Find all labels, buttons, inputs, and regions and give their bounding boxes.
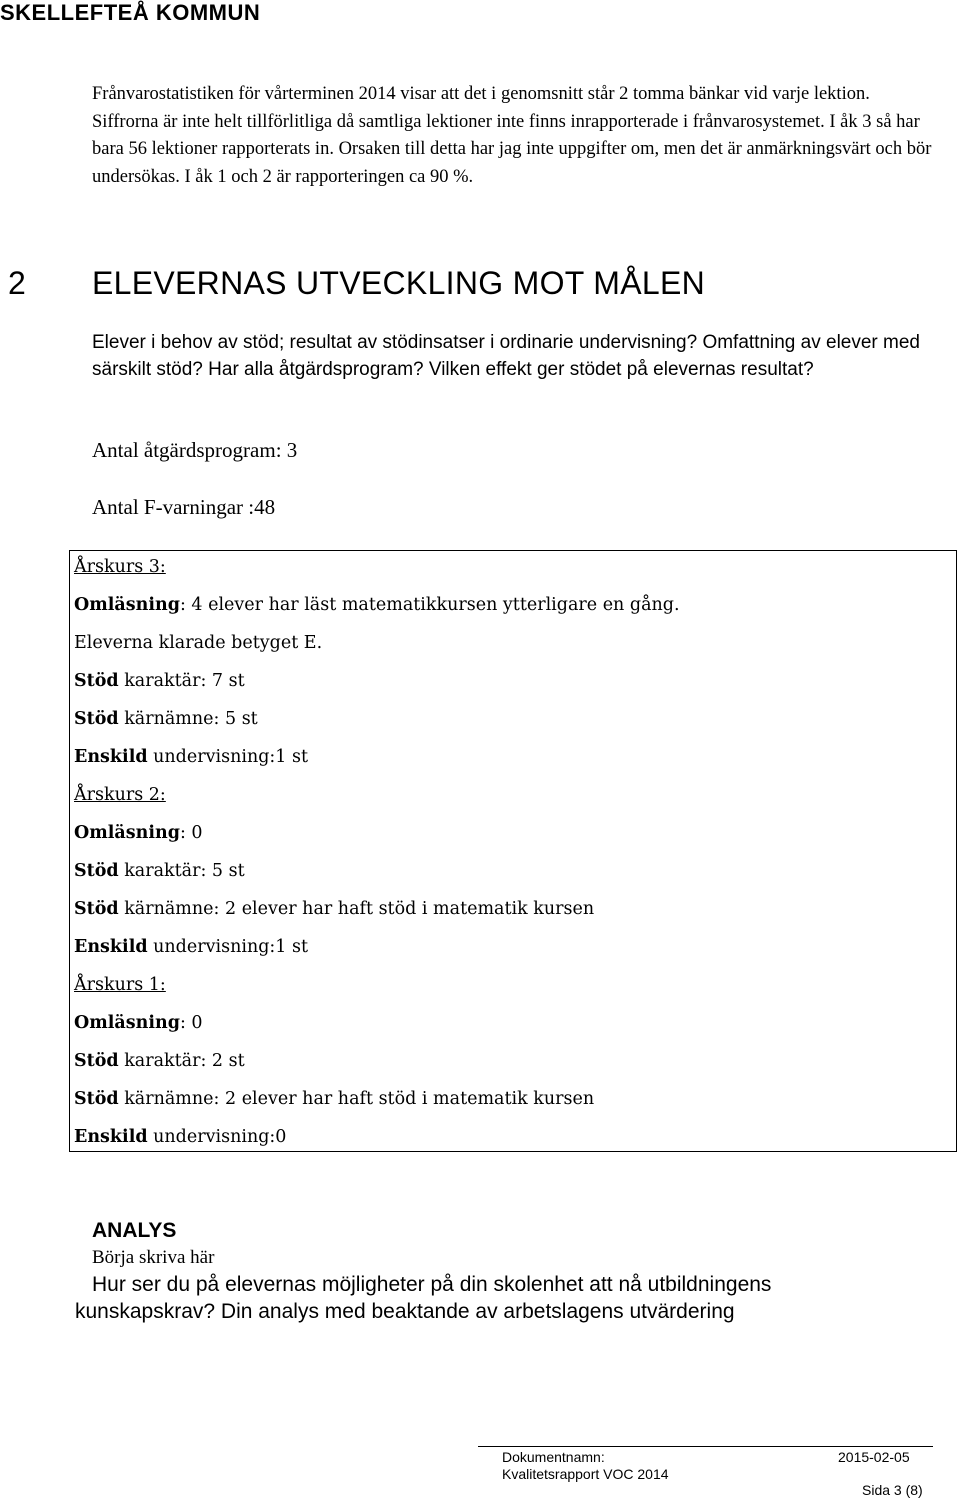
footer-page: Sida 3 (8) — [862, 1482, 923, 1498]
omlasning-label: Omläsning — [74, 823, 180, 843]
omlasning-text: : 0 — [179, 1013, 203, 1033]
stod-label: Stöd — [74, 709, 119, 729]
stod-label: Stöd — [74, 861, 119, 881]
stod-text: karaktär: 7 st — [118, 671, 245, 691]
stod-label: Stöd — [74, 899, 119, 919]
year1-omlasning — [74, 1013, 203, 1033]
analys-heading: ANALYS — [92, 1219, 177, 1242]
section-guide-text: Elever i behov av stöd; resultat av stödinsatser i ordinarie undervisning? Omfattning av elever med särskilt stöd? Har alla åtgärdsprogram? Vilken effekt ger stödet på elevernas resultat? — [92, 332, 920, 380]
stod-text: kärnämne: 5 st — [118, 709, 258, 729]
year1-stod-karnamne — [74, 1089, 594, 1109]
year3-stod-karaktar — [74, 671, 245, 691]
stod-text: karaktär: 5 st — [118, 861, 245, 881]
stod-label: Stöd — [74, 1089, 119, 1109]
enskild-label: Enskild — [74, 1127, 148, 1147]
enskild-label: Enskild — [74, 937, 148, 957]
year3-heading: Årskurs 3: — [74, 557, 166, 577]
enskild-text: undervisning:1 st — [147, 747, 309, 767]
analys-start-text: Börja skriva här — [92, 1247, 215, 1268]
year1-enskild — [74, 1127, 286, 1147]
footer-date: 2015-02-05 — [838, 1449, 910, 1465]
enskild-text: undervisning:0 — [147, 1127, 287, 1147]
analys-question: Hur ser du på elevernas möjligheter på din skolenhet att nå utbildningens kunskapskrav? Din analys med beaktande av arbetslagens utvärdering — [75, 1273, 772, 1323]
footer-doc-name: Kvalitetsrapport VOC 2014 — [502, 1466, 669, 1482]
year2-enskild — [74, 937, 308, 957]
section-title: ELEVERNAS UTVECKLING MOT MÅLEN — [92, 265, 705, 301]
org-header: SKELLEFTEÅ KOMMUN — [0, 0, 261, 25]
support-summary-box — [69, 550, 957, 1152]
omlasning-label: Omläsning — [74, 595, 180, 615]
stod-label: Stöd — [74, 1051, 119, 1071]
year1-heading: Årskurs 1: — [74, 975, 166, 995]
year3-result: Eleverna klarade betyget E. — [74, 633, 323, 653]
year2-heading: Årskurs 2: — [74, 785, 166, 805]
stod-text: karaktär: 2 st — [118, 1051, 245, 1071]
enskild-text: undervisning:1 st — [147, 937, 309, 957]
stod-text: kärnämne: 2 elever har haft stöd i matematik kursen — [118, 899, 595, 919]
year3-omlasning — [74, 595, 680, 615]
year3-enskild — [74, 747, 308, 767]
year3-stod-karnamne — [74, 709, 258, 729]
stod-text: kärnämne: 2 elever har haft stöd i matematik kursen — [118, 1089, 595, 1109]
omlasning-label: Omläsning — [74, 1013, 180, 1033]
year1-stod-karaktar — [74, 1051, 245, 1071]
program-count: Antal åtgärdsprogram: 3 — [92, 438, 298, 462]
footer-doc-label: Dokumentnamn: — [502, 1449, 605, 1465]
absence-paragraph: Frånvarostatistiken för vårterminen 2014 visar att det i genomsnitt står 2 tomma bänkar vid varje lektion. Siffrorna är inte helt tillförlitliga då samtliga lektioner inte finns inrapporterade i frånvarosystemet. I åk 3 så har bara 56 lektioner rapporterats in. Orsaken till detta har jag inte uppgifter om, men det är anmärkningsvärt och bör undersökas. I åk 1 och 2 är rapporteringen ca 90 %. — [92, 84, 932, 187]
enskild-label: Enskild — [74, 747, 148, 767]
f-warning-count: Antal F-varningar :48 — [92, 495, 276, 519]
section-number: 2 — [8, 265, 26, 301]
year2-omlasning — [74, 823, 203, 843]
footer-divider — [478, 1446, 933, 1447]
omlasning-text: : 4 elever har läst matematikkursen ytterligare en gång. — [179, 595, 680, 615]
year2-stod-karnamne — [74, 899, 594, 919]
omlasning-text: : 0 — [179, 823, 203, 843]
year2-stod-karaktar — [74, 861, 245, 881]
stod-label: Stöd — [74, 671, 119, 691]
